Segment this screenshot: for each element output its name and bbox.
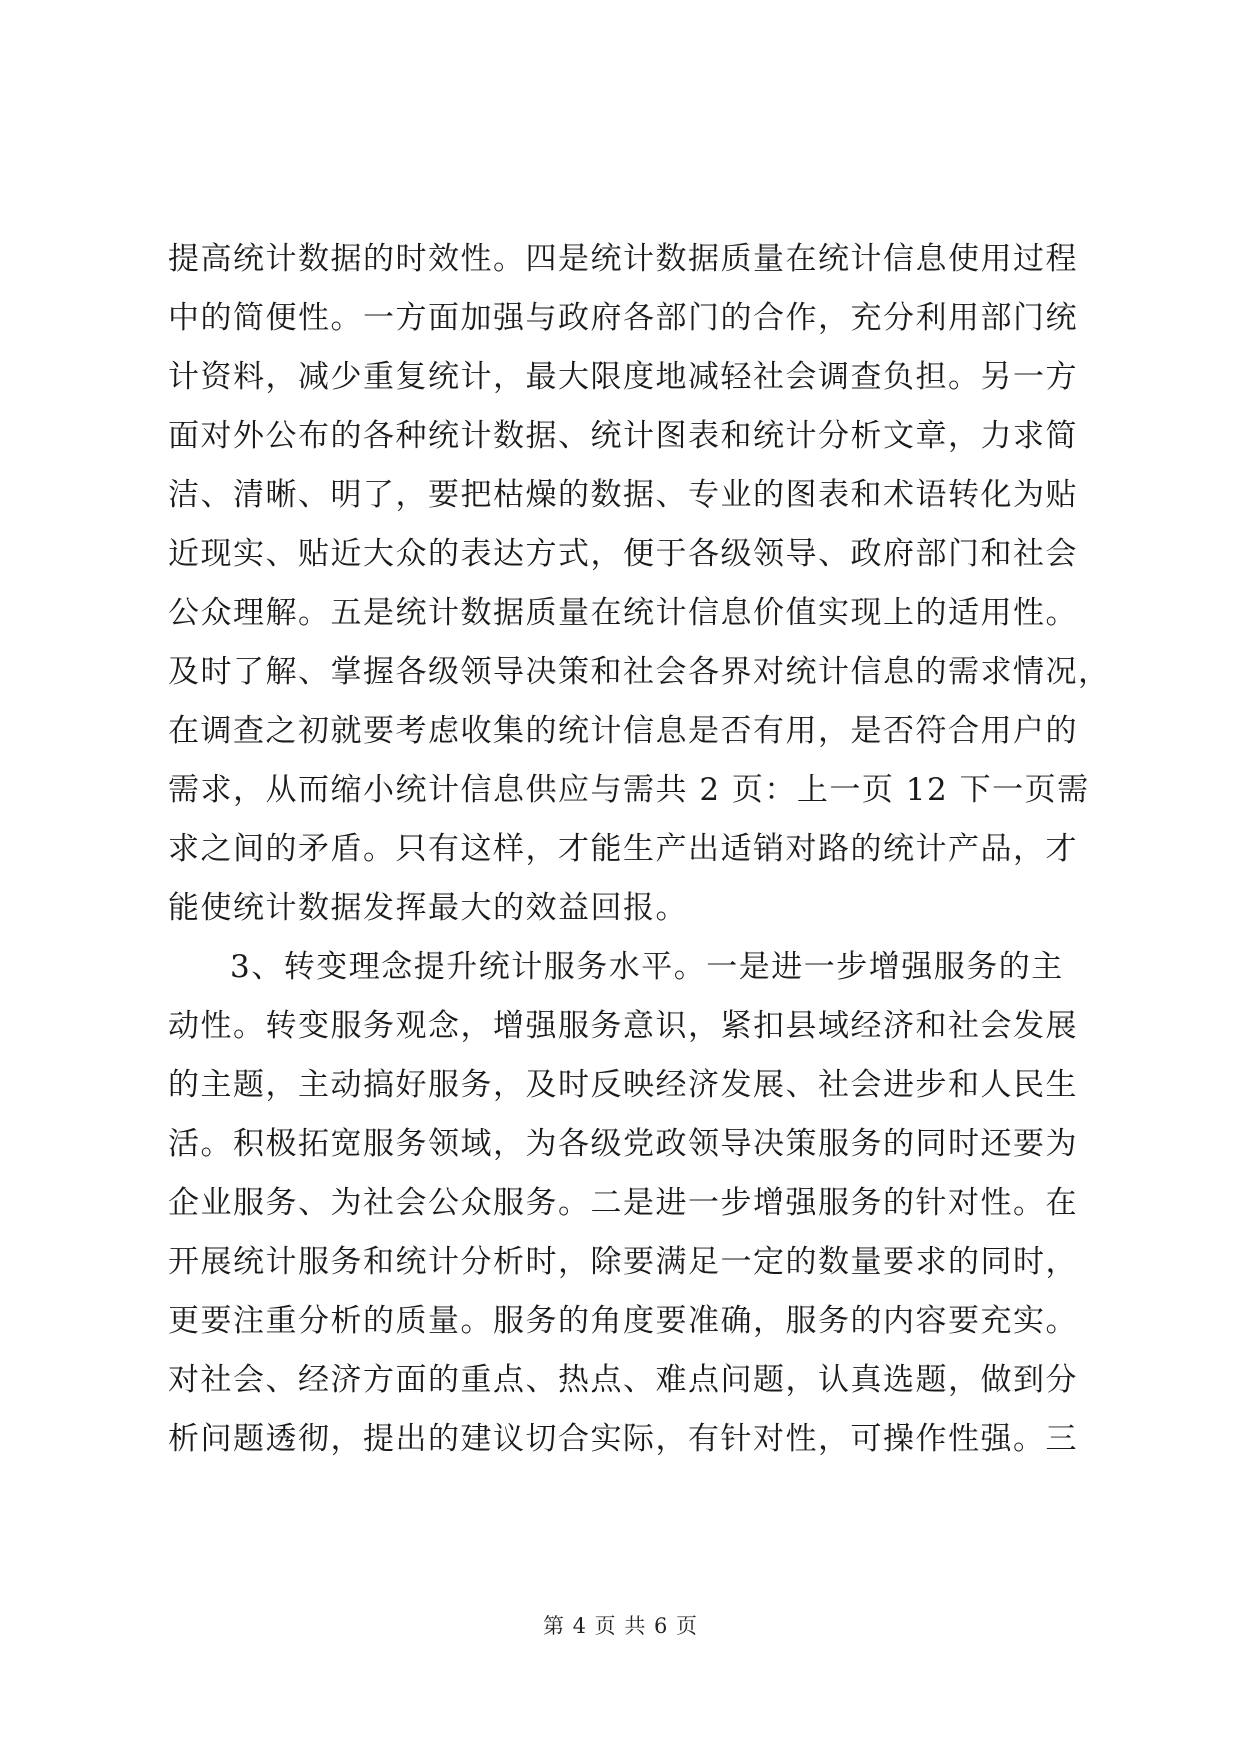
text-line: 计资料，减少重复统计，最大限度地减轻社会调查负担。另一方: [168, 359, 1078, 395]
text-line: 近现实、贴近大众的表达方式，便于各级领导、政府部门和社会: [168, 536, 1078, 572]
text-line: 需求，从而缩小统计信息供应与需共 2 页：上一页 12 下一页需: [168, 772, 1090, 808]
text-line: 能使统计数据发挥最大的效益回报。: [168, 890, 688, 926]
text-line: 开展统计服务和统计分析时，除要满足一定的数量要求的同时，: [168, 1244, 1078, 1280]
text-line: 洁、清晰、明了，要把枯燥的数据、专业的图表和术语转化为贴: [168, 477, 1078, 513]
body-text: [168, 230, 1111, 1469]
text-line: 的主题，主动搞好服务，及时反映经济发展、社会进步和人民生: [168, 1067, 1078, 1103]
text-line: 提高统计数据的时效性。四是统计数据质量在统计信息使用过程: [168, 241, 1078, 277]
text-line: 更要注重分析的质量。服务的角度要准确，服务的内容要充实。: [168, 1303, 1078, 1339]
page-footer: 第 4 页 共 6 页: [542, 1614, 699, 1638]
text-line: 活。积极拓宽服务领域，为各级党政领导决策服务的同时还要为: [168, 1126, 1078, 1162]
text-line: 及时了解、掌握各级领导决策和社会各界对统计信息的需求情况，: [168, 654, 1111, 690]
text-line: 求之间的矛盾。只有这样，才能生产出适销对路的统计产品，才: [168, 831, 1078, 867]
text-line: 在调查之初就要考虑收集的统计信息是否有用，是否符合用户的: [168, 713, 1078, 749]
text-line: 公众理解。五是统计数据质量在统计信息价值实现上的适用性。: [168, 595, 1078, 631]
text-line: 面对外公布的各种统计数据、统计图表和统计分析文章，力求简: [168, 418, 1078, 454]
text-line: 动性。转变服务观念，增强服务意识，紧扣县域经济和社会发展: [168, 1008, 1078, 1044]
text-line: 对社会、经济方面的重点、热点、难点问题，认真选题，做到分: [168, 1362, 1078, 1398]
text-line: 析问题透彻，提出的建议切合实际，有针对性，可操作性强。三: [168, 1421, 1078, 1457]
paragraph-start-line: 3、转变理念提升统计服务水平。一是进一步增强服务的主: [230, 949, 1064, 985]
text-line: 企业服务、为社会公众服务。二是进一步增强服务的针对性。在: [168, 1185, 1078, 1221]
text-line: 中的简便性。一方面加强与政府各部门的合作，充分利用部门统: [168, 300, 1078, 336]
